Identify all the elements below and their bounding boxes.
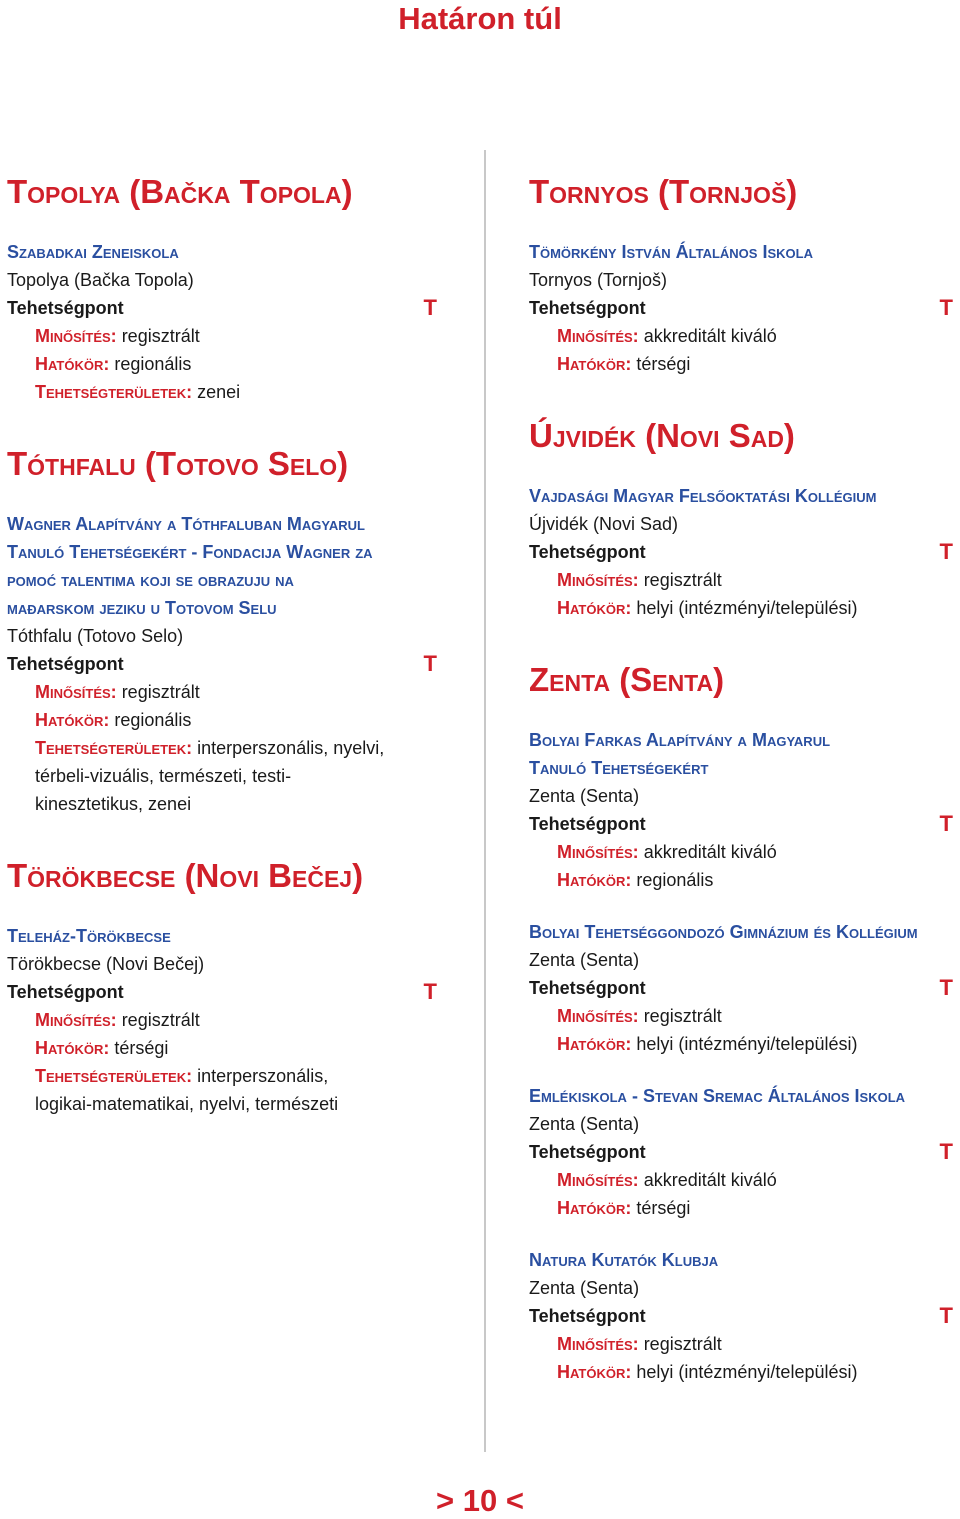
teruletek-label: Tehetségterületek: [35,382,193,402]
tehetsegpont-label: Tehetségpont [529,814,646,834]
teruletek-value: interperszonális, logikai-matematikai, nyelvi, természeti [35,1066,339,1114]
minosites-value: regisztrált [121,1010,200,1030]
hatokor-row [529,1194,953,1222]
institution-place: Tornyos (Tornjoš) [529,270,668,290]
minosites-row [529,566,953,594]
minosites-label: Minősítés: [35,326,117,346]
hatokor-label: Hatókör: [557,1362,632,1382]
hatokor-value: regionális [636,870,714,890]
minosites-row [529,838,953,866]
t-marker-icon: T [939,1139,953,1164]
city-heading: Topolya (Bačka Topola) [7,173,353,210]
hatokor-value: térségi [636,1198,691,1218]
minosites-row [529,322,953,350]
institution-name: Vajdasági Magyar Felsőoktatási Kollégium [529,486,877,506]
teruletek-value: zenei [197,382,241,402]
tehetsegpont-row [7,294,437,322]
institution-name: Bolyai Tehetséggondozó Gimnázium és Kollégium [529,922,918,942]
institution-entry [7,510,437,818]
institution-entry [7,922,437,1118]
city-heading: Törökbecse (Novi Bečej) [7,857,364,894]
t-marker-icon: T [423,979,437,1004]
minosites-row [7,678,437,706]
tehetsegpont-row [529,974,953,1002]
column-divider [484,150,486,1452]
minosites-label: Minősítés: [557,1006,639,1026]
tehetsegpont-label: Tehetségpont [529,1142,646,1162]
minosites-label: Minősítés: [35,682,117,702]
minosites-label: Minősítés: [557,326,639,346]
institution-place: Zenta (Senta) [529,1114,640,1134]
minosites-value: regisztrált [643,570,722,590]
tehetsegpont-label: Tehetségpont [529,542,646,562]
hatokor-label: Hatókör: [557,1198,632,1218]
tehetsegpont-row [529,1302,953,1330]
t-marker-icon: T [939,811,953,836]
hatokor-value: térségi [114,1038,169,1058]
hatokor-label: Hatókör: [557,870,632,890]
hatokor-row [7,706,437,734]
city-heading: Újvidék (Novi Sad) [529,417,795,454]
t-marker-icon: T [939,295,953,320]
city-heading: Tornyos (Tornjoš) [529,173,798,210]
institution-place: Újvidék (Novi Sad) [529,514,679,534]
hatokor-row [529,866,953,894]
minosites-value: akkreditált kiváló [643,1170,777,1190]
tehetsegpont-label: Tehetségpont [529,978,646,998]
tehetsegpont-label: Tehetségpont [529,298,646,318]
tehetsegpont-label: Tehetségpont [7,654,124,674]
minosites-value: akkreditált kiváló [643,842,777,862]
minosites-value: regisztrált [643,1006,722,1026]
institution-place: Zenta (Senta) [529,786,640,806]
hatokor-value: helyi (intézményi/települési) [636,598,858,618]
institution-name: Emlékiskola - Stevan Sremac Általános Iskola [529,1086,906,1106]
tehetsegpont-label: Tehetségpont [7,982,124,1002]
teruletek-value: interperszonális, nyelvi, térbeli-vizuális, természeti, testi-kinesztetikus, zenei [35,738,385,814]
institution-place: Topolya (Bačka Topola) [7,270,194,290]
tehetsegpont-row [7,650,437,678]
tehetsegpont-row [7,978,437,1006]
institution-name: Wagner Alapítvány a Tóthfaluban Magyarul Tanuló Tehetségekért - Fondacija Wagner za pomoć talentima koji se obrazuju na mađarskom jeziku u Totovom Selu [7,514,373,618]
t-marker-icon: T [939,1303,953,1328]
hatokor-label: Hatókör: [557,354,632,374]
institution-name: Tömörkény István Általános Iskola [529,242,813,262]
teruletek-label: Tehetségterületek: [35,738,193,758]
tehetsegpont-row [529,810,953,838]
hatokor-label: Hatókör: [35,710,110,730]
institution-name: Szabadkai Zeneiskola [7,242,179,262]
hatokor-row [7,350,437,378]
minosites-row [529,1002,953,1030]
tehetsegpont-row [529,294,953,322]
minosites-label: Minősítés: [35,1010,117,1030]
minosites-row [7,322,437,350]
institution-place: Zenta (Senta) [529,950,640,970]
hatokor-value: regionális [114,354,192,374]
t-marker-icon: T [939,539,953,564]
page-header-title: Határon túl [398,1,562,36]
t-marker-icon: T [423,295,437,320]
hatokor-row [529,594,953,622]
teruletek-row [7,734,385,818]
hatokor-value: regionális [114,710,192,730]
institution-name: Natura Kutatók Klubja [529,1250,719,1270]
hatokor-row [529,1358,953,1386]
tehetsegpont-row [529,538,953,566]
hatokor-value: helyi (intézményi/települési) [636,1362,858,1382]
hatokor-label: Hatókör: [35,1038,110,1058]
institution-name: Bolyai Farkas Alapítvány a Magyarul Tanuló Tehetségekért [529,730,831,778]
teruletek-row [7,1062,385,1118]
hatokor-row [529,350,953,378]
hatokor-label: Hatókör: [557,598,632,618]
minosites-label: Minősítés: [557,1170,639,1190]
institution-entry [529,726,953,894]
institution-place: Zenta (Senta) [529,1278,640,1298]
institution-place: Tóthfalu (Totovo Selo) [7,626,184,646]
page-number: > 10 < [436,1483,524,1518]
teruletek-label: Tehetségterületek: [35,1066,193,1086]
tehetsegpont-row [529,1138,953,1166]
minosites-row [7,1006,437,1034]
right-column [529,172,953,1424]
minosites-value: regisztrált [121,326,200,346]
hatokor-row [7,1034,437,1062]
t-marker-icon: T [423,651,437,676]
city-heading: Tóthfalu (Totovo Selo) [7,445,349,482]
institution-entry [529,1082,953,1222]
minosites-value: akkreditált kiváló [643,326,777,346]
institution-name: Teleház-Törökbecse [7,926,171,946]
institution-entry [529,1246,953,1386]
minosites-value: regisztrált [121,682,200,702]
tehetsegpont-label: Tehetségpont [7,298,124,318]
hatokor-label: Hatókör: [557,1034,632,1054]
hatokor-row [529,1030,953,1058]
t-marker-icon: T [939,975,953,1000]
minosites-label: Minősítés: [557,570,639,590]
institution-entry [7,238,437,406]
minosites-row [529,1166,953,1194]
institution-entry [529,238,953,378]
minosites-value: regisztrált [643,1334,722,1354]
minosites-row [529,1330,953,1358]
hatokor-value: helyi (intézményi/települési) [636,1034,858,1054]
teruletek-row [7,378,437,406]
institution-place: Törökbecse (Novi Bečej) [7,954,205,974]
institution-entry [529,482,953,622]
left-column [7,172,437,1156]
minosites-label: Minősítés: [557,1334,639,1354]
minosites-label: Minősítés: [557,842,639,862]
hatokor-value: térségi [636,354,691,374]
institution-entry [529,918,953,1058]
hatokor-label: Hatókör: [35,354,110,374]
tehetsegpont-label: Tehetségpont [529,1306,646,1326]
city-heading: Zenta (Senta) [529,661,725,698]
